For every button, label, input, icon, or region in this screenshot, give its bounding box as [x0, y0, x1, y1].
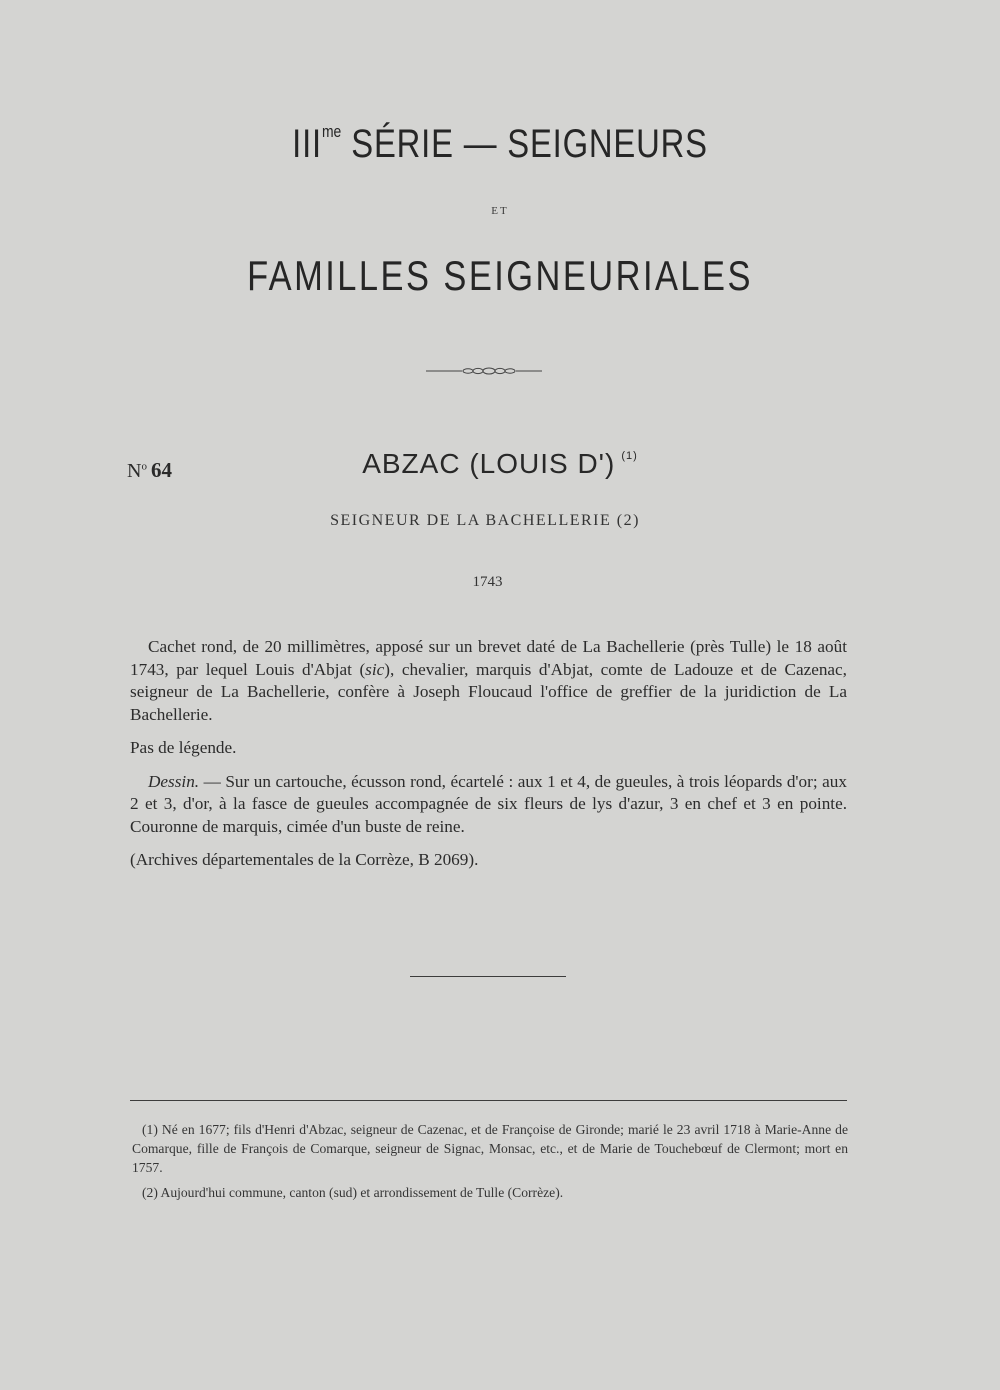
footnote-divider: [130, 1100, 847, 1101]
entry-title: [0, 448, 1000, 480]
paragraph-legend: Pas de légende.: [130, 738, 237, 757]
footnote-1: (1) Né en 1677; fils d'Henri d'Abzac, seigneur de Cazenac, et de Françoise de Gironde; marié le 23 avril 1718 à Marie-Anne de Comarque, fille de François de Comarque, seigneur de Signac, Monsac, etc., et de Marie de Touchebœuf de Clermont; mort en 1757.: [132, 1122, 848, 1175]
footnotes: [132, 1120, 848, 1208]
paragraph-source: (Archives départementales de la Corrèze, B 2069).: [130, 850, 479, 869]
entry-title-text: ABZAC (LOUIS D'): [362, 448, 616, 479]
section-divider: [410, 976, 566, 977]
entry-year: 1743: [472, 574, 503, 590]
paragraph-drawing: Dessin. — Sur un cartouche, écusson rond, écartelé : aux 1 et 4, de gueules, à trois léopards d'or; aux 2 et 3, d'or, à la fasce de gueules accompagnée de six fleurs de lys d'azur, 3 en chef et 3 en pointe. Couronne de marquis, cimée d'un buste de reine.: [130, 771, 847, 836]
series-roman: III: [292, 122, 322, 166]
entry-number-prefix: $N^o$: [127, 460, 147, 482]
drawing-label: Dessin.: [148, 771, 200, 791]
series-title: [90, 122, 910, 167]
footnote-ref-1: (1): [621, 450, 638, 462]
ornament-divider: [426, 364, 542, 378]
entry-number-value: 64: [150, 458, 172, 482]
footnote-2: (2) Aujourd'hui commune, canton (sud) et arrondissement de Tulle (Corrèze).: [142, 1185, 564, 1200]
families-title: FAMILLES SEIGNEURIALES: [247, 252, 753, 299]
entry-subtitle: SEIGNEUR DE LA BACHELLERIE (2): [330, 512, 640, 529]
series-et: ET: [491, 205, 509, 217]
paragraph-description: Cachet rond, de 20 millimètres, apposé sur un brevet daté de La Bachellerie (près Tulle) le 18 août 1743, par lequel Louis d'Abjat (sic), chevalier, marquis d'Abjat, comte de Ladouze et de Cazenac, seigneur de La Bachellerie, confère à Joseph Floucaud l'office de greffier de la juridiction de La Bachellerie.: [130, 637, 847, 724]
entry-body: [130, 636, 847, 883]
series-rest: SÉRIE — SEIGNEURS: [341, 122, 708, 166]
sic-italic: sic: [365, 659, 385, 679]
series-sup: me: [321, 122, 342, 141]
